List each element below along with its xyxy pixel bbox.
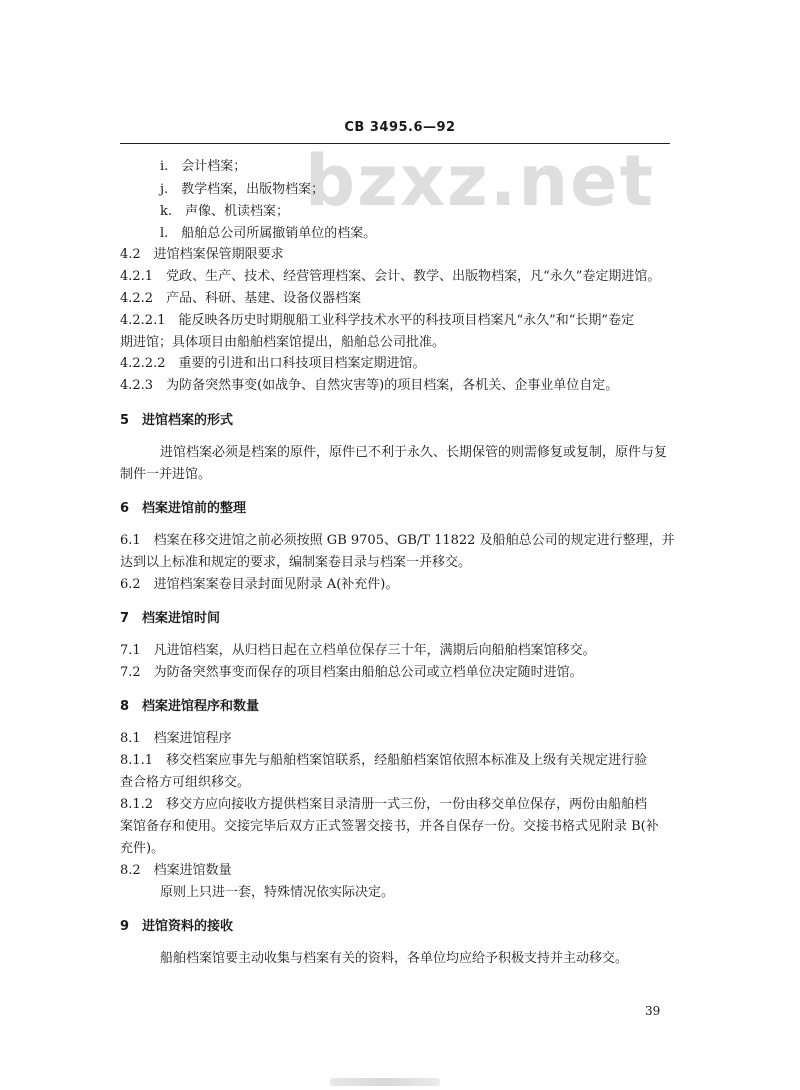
clause-6-2: 6.2 进馆档案案卷目录封面见附录 A(补充件)。 — [120, 577, 399, 592]
list-item-l: l. 船舶总公司所属撤销单位的档案。 — [160, 226, 377, 241]
section-9-heading: 9 进馆资料的接收 — [120, 919, 234, 934]
clause-8-1-2: 8.1.2 移交方应向接收方提供档案目录清册一式三份，一份由移交单位保存，两份由船舶档 — [120, 797, 648, 812]
header-rule — [120, 143, 670, 144]
section-7-heading: 7 档案进馆时间 — [120, 611, 221, 626]
clause-4-2-1: 4.2.1 党政、生产、技术、经营管理档案、会计、教学、出版物档案，凡“永久”卷定期进馆。 — [120, 269, 661, 284]
standard-code: CB 3495.6—92 — [344, 120, 456, 135]
clause-8-1-2-cont: 案馆备存和使用。交接完毕后双方正式签署交接书，并各自保存一份。交接书格式见附录 B(补 — [120, 819, 659, 834]
section-5-heading: 5 进馆档案的形式 — [120, 413, 234, 428]
list-item-j: j. 教学档案，出版物档案； — [160, 182, 325, 197]
section-5-text: 进馆档案必须是档案的原件，原件已不利于永久、长期保管的则需修复或复制，原件与复 — [160, 445, 668, 460]
clause-4-2-2-2: 4.2.2.2 重要的引进和出口科技项目档案定期进馆。 — [120, 356, 426, 371]
clause-7-2: 7.2 为防备突然事变而保存的项目档案由船舶总公司或立档单位决定随时进馆。 — [120, 665, 583, 680]
clause-8-1-1: 8.1.1 移交档案应事先与船舶档案馆联系，经船舶档案馆依照本标准及上级有关规定进行验 — [120, 753, 648, 768]
section-8-heading: 8 档案进馆程序和数量 — [120, 699, 260, 714]
clause-7-1: 7.1 凡进馆档案，从归档日起在立档单位保存三十年，满期后向船舶档案馆移交。 — [120, 643, 596, 658]
scan-smudge — [330, 1078, 440, 1086]
list-item-i: i. 会计档案； — [160, 159, 247, 174]
clause-8-1: 8.1 档案进馆程序 — [120, 731, 232, 746]
clause-8-2: 8.2 档案进馆数量 — [120, 863, 232, 878]
clause-8-1-1-cont: 查合格方可组织移交。 — [120, 775, 251, 790]
list-item-k: k. 声像、机读档案； — [160, 204, 290, 219]
clause-4-2-3: 4.2.3 为防备突然事变(如战争、自然灾害等)的项目档案，各机关、企事业单位自定。 — [120, 378, 619, 393]
clause-4-2-2-1-cont: 期进馆；具体项目由船舶档案馆提出，船舶总公司批准。 — [120, 335, 446, 350]
clause-8-1-2-end: 充件)。 — [120, 841, 165, 856]
clause-6-1: 6.1 档案在移交进馆之前必须按照 GB 9705、GB/T 11822 及船舶总公司的规定进行整理，并 — [120, 533, 675, 548]
clause-4-2: 4.2 进馆档案保管期限要求 — [120, 247, 284, 262]
clause-4-2-2-1: 4.2.2.1 能反映各历史时期舰船工业科学技术水平的科技项目档案凡“永久”和“长期”卷定 — [120, 313, 635, 328]
clause-4-2-2: 4.2.2 产品、科研、基建、设备仪器档案 — [120, 291, 362, 306]
page-number: 39 — [645, 1004, 661, 1018]
section-5-text-cont: 制件一并进馆。 — [120, 467, 212, 482]
clause-6-1-cont: 达到以上标准和规定的要求，编制案卷目录与档案一并移交。 — [120, 555, 472, 570]
section-9-text: 船舶档案馆要主动收集与档案有关的资料，各单位均应给予积极支持并主动移交。 — [160, 951, 629, 966]
section-6-heading: 6 档案进馆前的整理 — [120, 501, 247, 516]
clause-8-2-text: 原则上只进一套，特殊情况依实际决定。 — [160, 885, 395, 900]
watermark-logo: bzxz.net — [305, 140, 656, 222]
